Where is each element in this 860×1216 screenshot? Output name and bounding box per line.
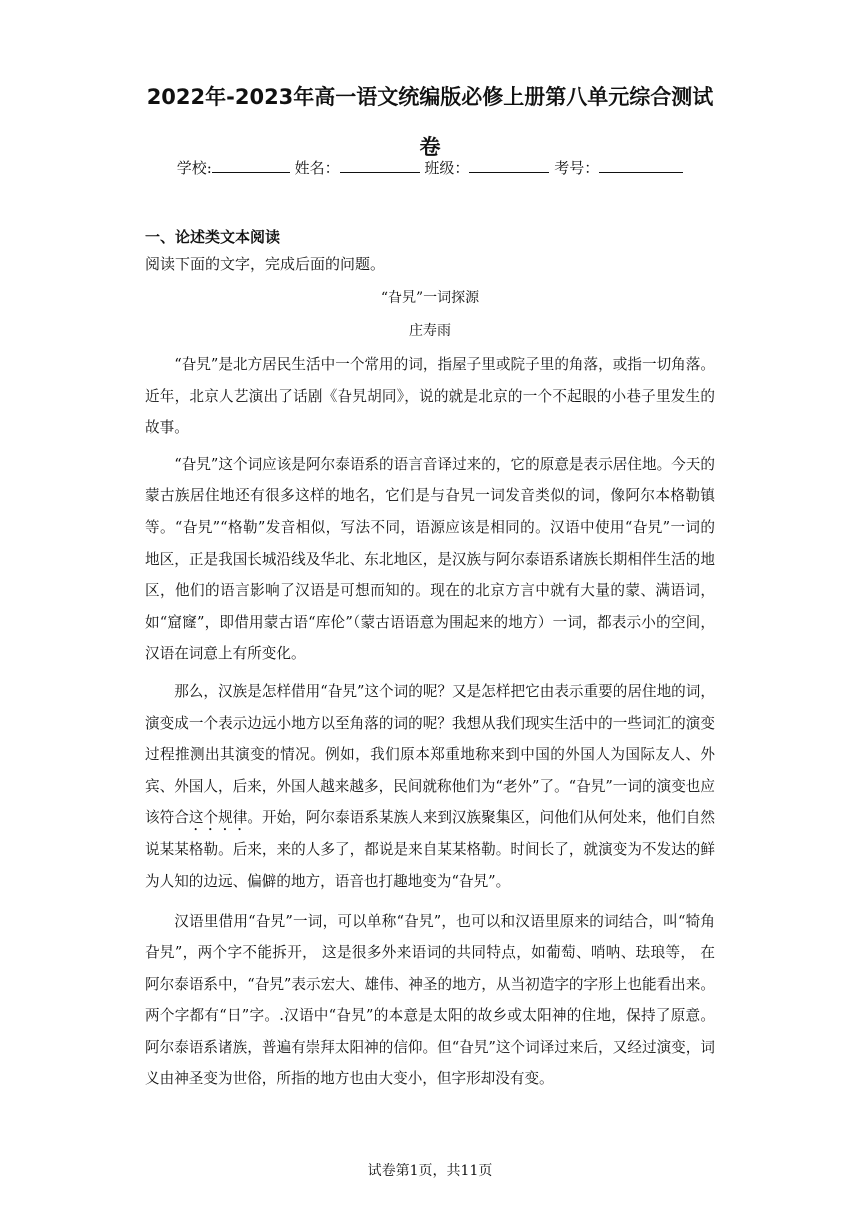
student-info-line	[0, 157, 860, 178]
page-footer: 试卷第1页，共11页	[367, 1163, 493, 1179]
school-label: 学校:	[176, 159, 212, 177]
article-body	[145, 349, 715, 1095]
paragraph-3-text-a: 那么，汉族是怎样借用“旮旯”这个词的呢？又是怎样把它由表示重要的居住地的词，演变成一个表示边远小地方以至角落的词的呢？我想从我们现实生活中的一些词汇的演变过程推测出其演变的情况。例如，我们原本郑重地称来到中国的外国人为国际友人、外宾、外国人，后来，外国人越来越多，民间就称他们为“老外”了。“旮旯”一词的演变也应该符合	[145, 682, 715, 827]
exam-number-label: 考号：	[554, 159, 600, 177]
school-blank[interactable]	[212, 158, 290, 173]
class-blank[interactable]	[469, 158, 549, 173]
class-label: 班级：	[424, 159, 470, 177]
article-title: “旮旯”一词探源	[380, 290, 480, 306]
paragraph-4: 汉语里借用“旮旯”一词，可以单称“旮旯”，也可以和汉语里原来的词结合，叫“犄角旮旯”，两个字不能拆开， 这是很多外来语词的共同特点，如葡萄、哨呐、珐琅等， 在阿尔泰语系中，“旮旯”表示宏大、雄伟、神圣的地方，从当初造字的字形上也能看出来。两个字都有“日”字。.汉语中“旮旯”的本意是太阳的故乡或太阳神的住地，保持了原意。阿尔泰语系诸族，普遍有崇拜太阳神的信仰。但“旮旯”这个词译过来后，又经过演变，词义由神圣变为世俗，所指的地方也由大变小，但字形却没有变。	[145, 912, 715, 1088]
exam-title-line2: 卷	[419, 135, 441, 159]
name-blank[interactable]	[340, 158, 420, 173]
section-heading: 一、论述类文本阅读	[145, 228, 281, 246]
name-label: 姓名：	[294, 159, 340, 177]
paragraph-2: “旮旯”这个词应该是阿尔泰语系的语言音译过来的，它的原意是表示居住地。今天的蒙古族居住地还有很多这样的地名，它们是与旮旯一词发音类似的词，像阿尔本格勒镇等。“旮旯”“格勒”发音相似，写法不同，语源应该是相同的。汉语中使用“旮旯”一词的地区，正是我国长城沿线及华北、东北地区，是汉族与阿尔泰语系诸族长期相伴生活的地区，他们的语言影响了汉语是可想而知的。现在的北京方言中就有大量的蒙、满语词，如“窟窿”，即借用蒙古语“库伦”（蒙古语语意为围起来的地方）一词，都表示小的空间，汉语在词意上有所变化。	[145, 455, 715, 663]
paragraph-1: “旮旯”是北方居民生活中一个常用的词，指屋子里或院子里的角落，或指一切角落。近年，北京人艺演出了话剧《旮旯胡同》，说的就是北京的一个不起眼的小巷子里发生的故事。	[145, 356, 715, 437]
exam-title-line1: 2022年-2023年高一语文统编版必修上册第八单元综合测试	[146, 85, 714, 109]
emphasized-phrase: 这个规律	[188, 809, 248, 827]
paragraph-3	[145, 676, 715, 898]
reading-instruction: 阅读下面的文字，完成后面的问题。	[145, 255, 386, 273]
exam-number-blank[interactable]	[599, 158, 683, 173]
paragraph-3-text-b: 。开始，阿尔泰语系某族人来到汉族聚集区，问他们从何处来，他们自然说某某格勒。后来，来的人多了，都说是来自某某格勒。时间长了，就演变为不发达的鲜为人知的边远、偏僻的地方，语音也打趣地变为“旮旯”。	[145, 809, 715, 890]
article-author: 庄寿雨	[409, 323, 451, 339]
